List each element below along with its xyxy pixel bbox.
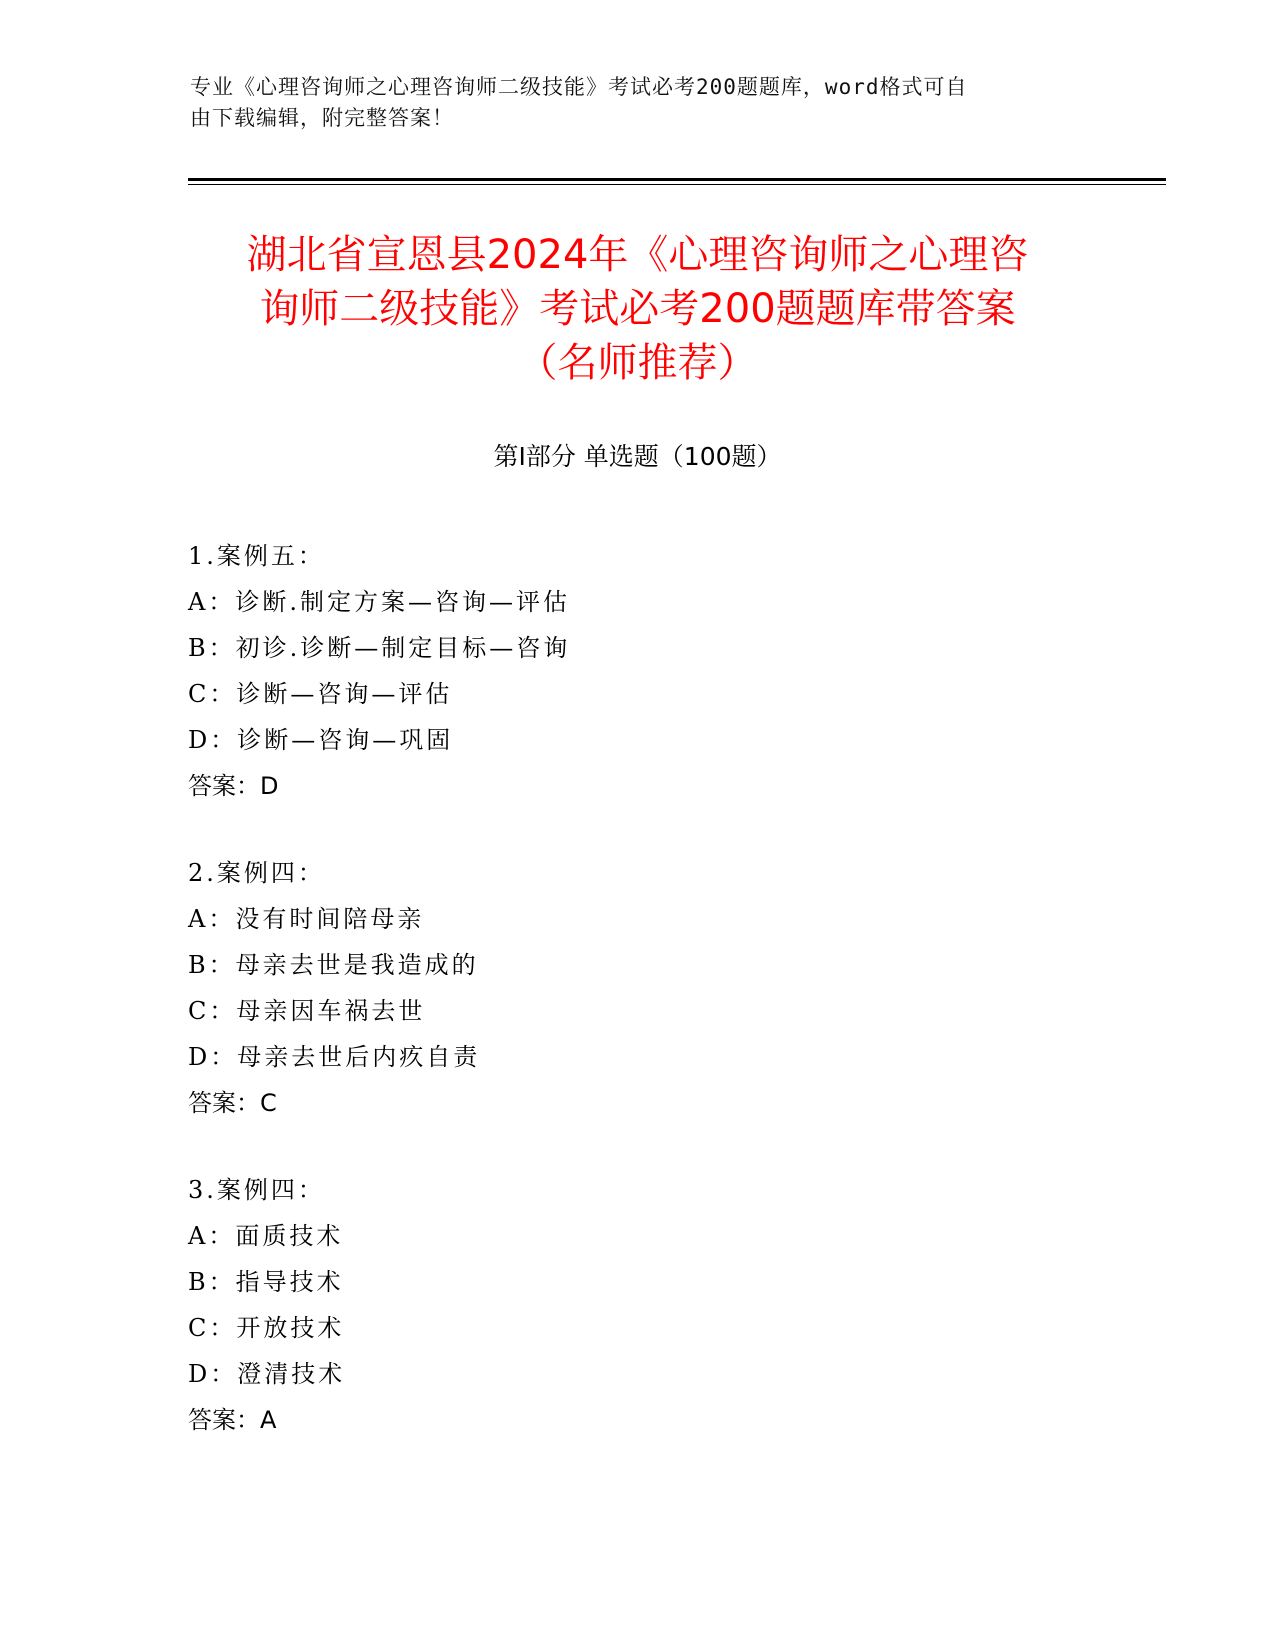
question-3 xyxy=(188,1167,1128,1443)
answer: 答案：A xyxy=(188,1406,277,1434)
option-a: A：没有时间陪母亲 xyxy=(188,905,425,933)
option-c: C：母亲因车祸去世 xyxy=(188,997,426,1025)
header-divider-thin xyxy=(188,184,1166,185)
answer: 答案：C xyxy=(188,1089,277,1117)
option-a: A：诊断.制定方案—咨询—评估 xyxy=(188,588,570,616)
option-a: A：面质技术 xyxy=(188,1222,344,1250)
header-divider-thick xyxy=(188,178,1166,181)
option-c: C：开放技术 xyxy=(188,1314,345,1342)
document-title-line-3: （名师推荐） xyxy=(517,340,758,386)
question-list xyxy=(188,533,1128,1484)
option-d: D：诊断—咨询—巩固 xyxy=(188,726,454,754)
option-b: B：母亲去世是我造成的 xyxy=(188,951,479,979)
document-title xyxy=(150,228,1125,390)
question-stem: 1.案例五： xyxy=(188,542,325,570)
document-title-line-2: 询师二级技能》考试必考200题题库带答案 xyxy=(259,286,1016,332)
option-d: D：母亲去世后内疚自责 xyxy=(188,1043,481,1071)
header-note xyxy=(190,72,1070,134)
header-note-line-1: 专业《心理咨询师之心理咨询师二级技能》考试必考200题题库，word格式可自 xyxy=(190,75,968,99)
section-heading: 第Ⅰ部分 单选题（100题） xyxy=(493,442,782,471)
answer: 答案：D xyxy=(188,772,279,800)
question-2 xyxy=(188,850,1128,1126)
document-title-line-1: 湖北省宣恩县2024年《心理咨询师之心理咨 xyxy=(246,232,1029,278)
question-stem: 2.案例四： xyxy=(188,859,325,887)
header-note-line-2: 由下载编辑，附完整答案！ xyxy=(190,106,454,130)
option-b: B：初诊.诊断—制定目标—咨询 xyxy=(188,634,571,662)
question-1 xyxy=(188,533,1128,809)
option-d: D：澄清技术 xyxy=(188,1360,346,1388)
option-b: B：指导技术 xyxy=(188,1268,344,1296)
question-stem: 3.案例四： xyxy=(188,1176,325,1204)
option-c: C：诊断—咨询—评估 xyxy=(188,680,453,708)
